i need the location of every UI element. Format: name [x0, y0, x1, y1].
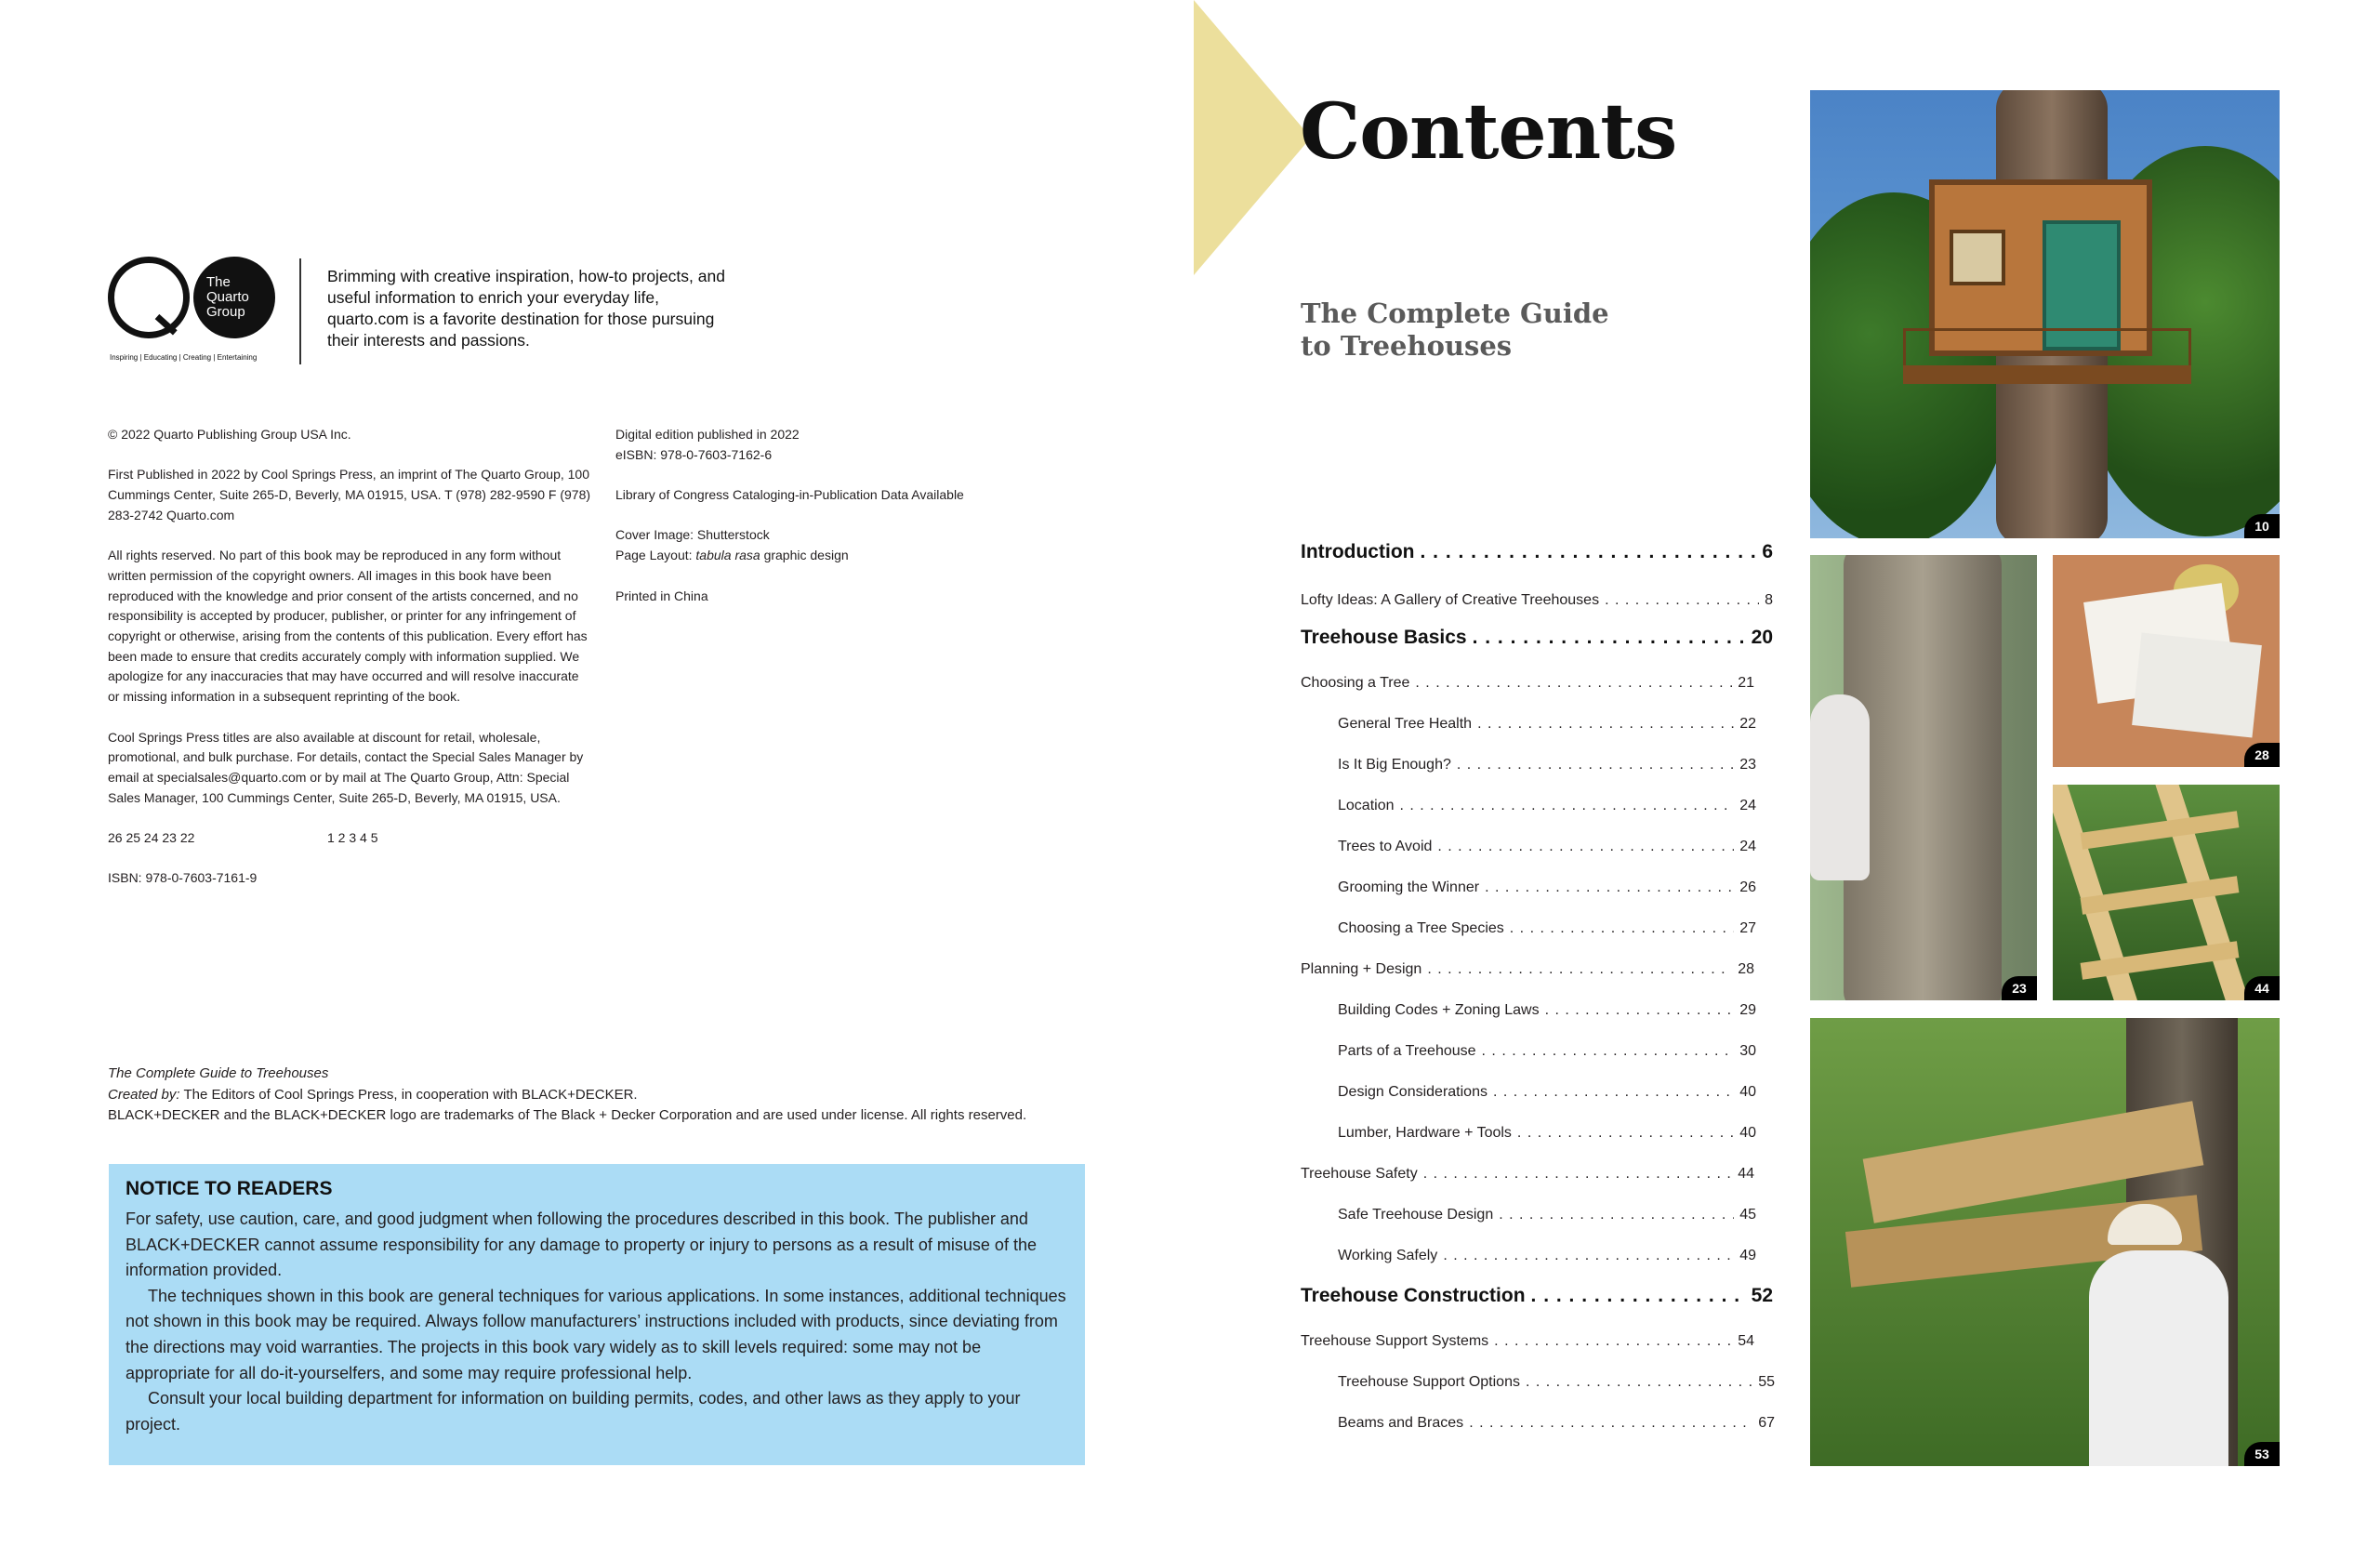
photo-page-number: 23 — [2002, 976, 2037, 1000]
toc-entry[interactable]: Treehouse Construction . . . 52 — [1301, 1285, 1773, 1307]
logo-divider — [299, 258, 301, 364]
photo-page-number: 28 — [2244, 743, 2280, 767]
toc-entry[interactable]: Lumber, Hardware + Tools . . . 40 — [1338, 1125, 1756, 1142]
digital-edition: Digital edition published in 2022 eISBN: 978-0-7603-7162-6 — [615, 427, 800, 462]
cover-and-layout — [615, 525, 1006, 565]
toc-entry[interactable]: Choosing a Tree Species . . . 27 — [1338, 920, 1756, 937]
plans-drawing-photo — [2053, 555, 2280, 767]
notice-title: NOTICE TO READERS — [126, 1178, 333, 1199]
first-published: First Published in 2022 by Cool Springs Press, an imprint of The Quarto Group, 100 Cummings Center, Suite 265-D, Beverly, MA 01915, USA. T (978) 282-9590 F (978) 283-2742 Quarto.com — [108, 467, 591, 522]
toc-entry[interactable]: Grooming the Winner . . . 26 — [1338, 879, 1756, 896]
printed-in: Printed in China — [615, 588, 708, 603]
photo-page-number: 53 — [2244, 1442, 2280, 1466]
toc-entry[interactable]: Beams and Braces . . . 67 — [1338, 1415, 1775, 1432]
isbn: ISBN: 978-0-7603-7161-9 — [108, 870, 258, 886]
toc-entry[interactable]: Parts of a Treehouse . . . 30 — [1338, 1043, 1756, 1060]
logo-tagline: Inspiring | Educating | Creating | Entertaining — [110, 353, 258, 362]
toc-entry[interactable]: General Tree Health . . . 22 — [1338, 716, 1756, 733]
treehouse-photo — [1810, 90, 2280, 538]
decorative-triangle — [1194, 0, 1311, 275]
toc-entry[interactable]: Treehouse Support Systems . . . 54 — [1301, 1333, 1754, 1350]
construction-photo — [1810, 1018, 2280, 1466]
notice-paragraph-3: Consult your local building department for information on building permits, codes, and other laws as they apply to your project. — [126, 1389, 1021, 1434]
created-by-text: The Editors of Cool Springs Press, in cooperation with BLACK+DECKER. — [179, 1086, 638, 1103]
toc-entry[interactable]: Trees to Avoid . . . 24 — [1338, 839, 1756, 855]
ladder-building-photo — [2053, 785, 2280, 1000]
bulk-sales: Cool Springs Press titles are also available at discount for retail, wholesale, promotional, and bulk purchase. For details, contact the Special Sales Manager by email at specialsales@quarto.com or by mail at The Quarto Group, Attn: Special Sales Manager, 100 Cummings Center, Suite 265-D, Beverly, MA 01915, USA. — [108, 729, 584, 805]
toc-entry[interactable]: Treehouse Basics . . . 20 — [1301, 627, 1773, 649]
credits-book-title: The Complete Guide to Treehouses — [108, 1065, 329, 1081]
tree-measuring-photo — [1810, 555, 2037, 1000]
toc-entry[interactable]: Is It Big Enough? . . . 23 — [1338, 757, 1756, 773]
toc-entry[interactable]: Working Safely . . . 49 — [1338, 1248, 1756, 1264]
page-layout-credit: Page Layout: tabula rasa graphic design — [615, 548, 849, 563]
notice-to-readers — [109, 1164, 1085, 1465]
toc-entry[interactable]: Choosing a Tree . . . 21 — [1301, 675, 1754, 692]
loc-data: Library of Congress Cataloging-in-Publication Data Available — [615, 487, 964, 503]
quarto-promo-text: Brimming with creative inspiration, how-to projects, and useful information to enrich your everyday life, quarto.com is a favorite destination for those pursuing their interests and passions. — [327, 267, 725, 350]
colophon-left — [108, 425, 591, 909]
rights-statement: All rights reserved. No part of this book may be reproduced in any form without written permission of the copyright owners. All images in this book have been reproduced with the knowledge and prior consent of the artists concerned, and no responsibility is accepted by producer, publisher, or printer for any infringement of copyright or otherwise, arising from the contents of this publication. Every effort has been made to ensure that credits accurately comply with information supplied. We apologize for any inaccuracies that may have occurred and will resolve inaccurate or missing information in a subsequent reprinting of the book. — [108, 548, 588, 705]
notice-paragraph-2: The techniques shown in this book are general techniques for various applications. In some instances, additional techniques not shown in this book may be required. Always follow manufacturers’ instructions included with products, since deviating from the directions may void warranties. The projects in this book vary widely as to skill levels required: some may not be appropriate for all do-it-yourselfers, and some may require professional help. — [126, 1286, 1066, 1382]
book-title: The Complete Guide to Treehouses — [1301, 297, 1609, 362]
print-codes: 1 2 3 4 5 — [327, 830, 378, 845]
toc-entry[interactable]: Design Considerations . . . 40 — [1338, 1084, 1756, 1101]
created-by-label: Created by: — [108, 1086, 180, 1103]
toc-entry[interactable]: Building Codes + Zoning Laws . . . 29 — [1338, 1002, 1756, 1019]
photo-page-number: 44 — [2244, 976, 2280, 1000]
eisbn: eISBN: 978-0-7603-7162-6 — [615, 446, 773, 462]
toc-entry[interactable]: Planning + Design . . . 28 — [1301, 961, 1754, 978]
cover-image-credit: Cover Image: Shutterstock — [615, 527, 770, 543]
trademark-notice: BLACK+DECKER and the BLACK+DECKER logo are trademarks of The Black + Decker Corporation and are used under license. All rights reserved. — [108, 1107, 1027, 1123]
contents-heading: Contents — [1300, 87, 1677, 177]
toc-entry[interactable]: Safe Treehouse Design . . . 45 — [1338, 1207, 1756, 1223]
toc-entry[interactable]: Treehouse Support Options . . . 55 — [1338, 1374, 1775, 1391]
quarto-group-badge: The Quarto Group — [193, 257, 275, 338]
q-letter-icon — [108, 257, 190, 338]
toc-entry[interactable]: Lofty Ideas: A Gallery of Creative Treehouses . . . 8 — [1301, 592, 1773, 609]
year-codes: 26 25 24 23 22 — [108, 830, 195, 845]
copyright-line: © 2022 Quarto Publishing Group USA Inc. — [108, 427, 351, 442]
print-line — [108, 828, 591, 849]
book-credits — [108, 1064, 1026, 1127]
toc-entry[interactable]: Location . . . 24 — [1338, 798, 1756, 814]
colophon-right — [615, 425, 1006, 627]
photo-page-number: 10 — [2244, 514, 2280, 538]
quarto-logo — [108, 257, 294, 368]
toc-entry[interactable]: Treehouse Safety . . . 44 — [1301, 1166, 1754, 1183]
toc-entry[interactable]: Introduction . . . 6 — [1301, 541, 1773, 563]
notice-paragraph-1: For safety, use caution, care, and good judgment when following the procedures described in this book. The publisher and BLACK+DECKER cannot assume responsibility for any damage to property or injury to persons as a result of misuse of the information provided. — [126, 1210, 1037, 1280]
